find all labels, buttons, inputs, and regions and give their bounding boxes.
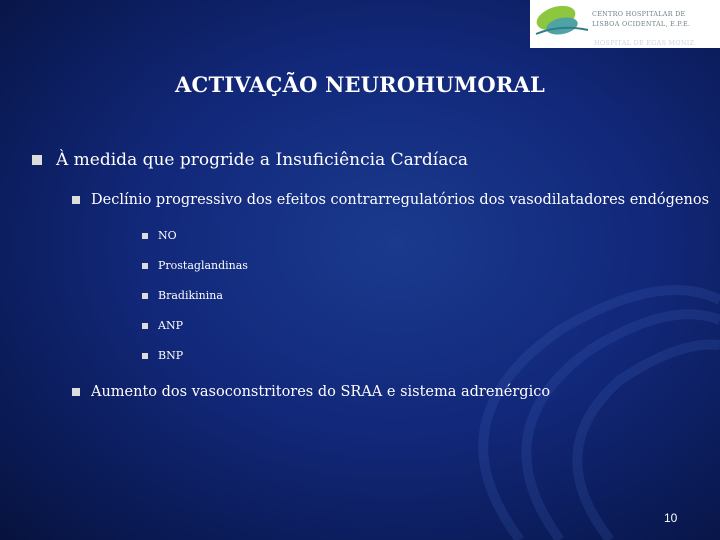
list-item [142, 259, 248, 272]
list-item [142, 229, 177, 242]
slide-title: ACTIVAÇÃO NEUROHUMORAL [175, 72, 545, 97]
square-bullet-icon [142, 233, 148, 239]
list-item [142, 349, 183, 362]
logo-line-3: HOSPITAL DE EGAS MONIZ [594, 39, 695, 47]
bullet-sub-2 [72, 384, 550, 400]
logo-line-1: CENTRO HOSPITALAR DE [592, 10, 686, 18]
logo-line-2: LISBOA OCIDENTAL, E.P.E. [592, 20, 691, 28]
list-item [142, 319, 183, 332]
list-item-text: BNP [158, 349, 184, 362]
list-item-text: ANP [158, 319, 183, 332]
list-item [142, 289, 223, 302]
bullet-sub-2-text: Aumento dos vasoconstritores do SRAA e sistema adrenérgico [91, 384, 551, 400]
leaf-logo-icon [532, 2, 590, 46]
list-item-text: NO [158, 229, 177, 242]
page-number: 10 [664, 511, 678, 525]
bullet-main [32, 150, 468, 170]
square-bullet-icon [142, 323, 148, 329]
square-bullet-icon [72, 388, 80, 396]
square-bullet-icon [142, 293, 148, 299]
square-bullet-icon [32, 155, 42, 165]
bullet-sub-1 [72, 192, 709, 208]
square-bullet-icon [142, 353, 148, 359]
list-item-text: Prostaglandinas [158, 259, 248, 272]
bullet-main-text: À medida que progride a Insuficiência Cardíaca [56, 150, 468, 170]
square-bullet-icon [142, 263, 148, 269]
bullet-sub-1-text: Declínio progressivo dos efeitos contrarregulatórios dos vasodilatadores endógenos [91, 192, 710, 208]
square-bullet-icon [72, 196, 80, 204]
list-item-text: Bradikinina [158, 289, 223, 302]
